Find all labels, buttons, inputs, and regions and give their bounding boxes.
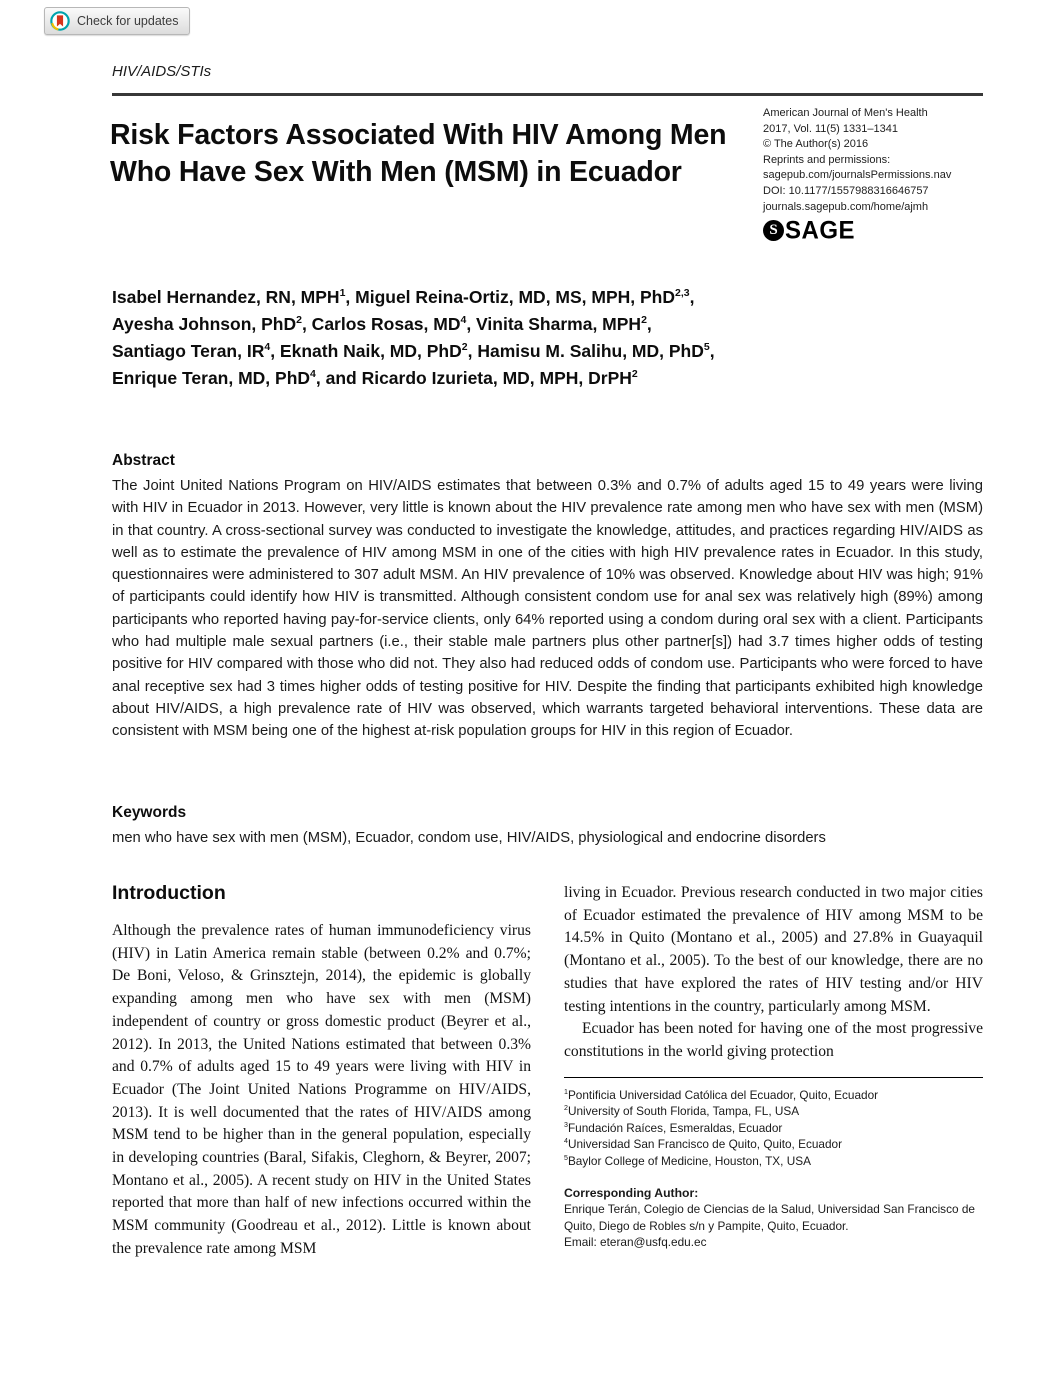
corresponding-author-email: Email: eteran@usfq.edu.ec: [564, 1235, 707, 1250]
crossmark-icon: [50, 11, 70, 31]
sage-logo: [763, 216, 988, 245]
journal-doi: DOI: 10.1177/1557988316646757: [763, 184, 929, 197]
abstract-heading: Abstract: [112, 452, 175, 469]
journal-copyright: © The Author(s) 2016: [763, 138, 869, 151]
corresponding-author-block: [564, 1185, 983, 1251]
affiliation-line: $^2$University of South Florida, Tampa, FL, USA: [564, 1104, 800, 1119]
keywords-text: men who have sex with men (MSM), Ecuador, condom use, HIV/AIDS, physiological and endocrine disorders: [112, 830, 826, 846]
running-head: HIV/AIDS/STIs: [112, 63, 212, 80]
authors-block: [112, 284, 902, 392]
introduction-col2-para1: living in Ecuador. Previous research conducted in two major cities of Ecuador estimated the prevalence of HIV among MSM to be 14.5% in Quito (Montano et al., 2005) and 27.8% in Guayaquil (Montano et al., 2005). To the best of our knowledge, there are no studies that have explored the rates of HIV testing and/or HIV testing intentions in the country, particularly among MSM.: [564, 884, 983, 1015]
author-line: Isabel Hernandez, RN, MPH$^1$, Miguel Reina-Ortiz, MD, MS, MPH, PhD$^{2,3}$,: [112, 287, 695, 307]
keywords-section: [112, 804, 983, 849]
affiliation-line: $^3$Fundación Raíces, Esmeraldas, Ecuador: [564, 1120, 783, 1135]
corresponding-author-text: Enrique Terán, Colegio de Ciencias de la Salud, Universidad San Francisco de Quito, Diego de Robles s/n y Pampite, Quito, Ecuador.: [564, 1202, 975, 1233]
author-line: Santiago Teran, $IR^4$, Eknath Naik, MD, PhD$^2$, Hamisu M. Salihu, MD, PhD$^5$,: [112, 341, 715, 361]
two-column-section: [112, 882, 983, 1261]
journal-name: American Journal of Men's Health: [763, 107, 928, 119]
keywords-heading: Keywords: [112, 804, 187, 821]
journal-homepage-url: journals.sagepub.com/home/ajmh: [763, 200, 929, 213]
author-line: Ayesha Johnson, PhD$^2$, Carlos Rosas, $MD^4$, Vinita Sharma, MPH$^2$,: [112, 314, 652, 334]
affiliations-list: [564, 1087, 983, 1170]
abstract-section: [112, 452, 983, 743]
footnote-block: [564, 1077, 983, 1251]
affiliation-line: $^5$Baylor College of Medicine, Houston, TX, USA: [564, 1154, 811, 1168]
page-title: Risk Factors Associated With HIV Among Men Who Have Sex With Men (MSM) in Ecuador: [110, 119, 727, 188]
journal-volume: 2017, Vol. 11(5) 1331–1341: [763, 122, 898, 135]
introduction-col1-text: Although the prevalence rates of human immunodeficiency virus (HIV) in Latin America remain stable (between 0.2% and 0.7%; De Boni, Veloso, & Grinsztejn, 2014), the epidemic is globally expanding among men who have sex with men (MSM) independent of country or gross domestic product (Beyrer et al., 2012). In 2013, the United Nations estimated that between 0.3% and 0.7% of adults aged 15 to 49 years were living with HIV in Ecuador (The Joint United Nations Programme on HIV/AIDS, 2013). It is well documented that the rates of HIV/AIDS among MSM tend to be higher than in the general population, especially in developing countries (Baral, Sifakis, Cleghorn, & Beyrer, 2007; Montano et al., 2005). A recent study on HIV in the United States reported that more than half of new infections occurred within the MSM community (Goodreau et al., 2012). Little is known about the prevalence rate among MSM: [112, 922, 531, 1257]
sage-wordmark: SAGE: [785, 216, 856, 245]
introduction-heading: Introduction: [112, 882, 226, 904]
sage-s-icon: S: [763, 220, 784, 241]
abstract-text: The Joint United Nations Program on HIV/AIDS estimates that between 0.3% and 0.7% of adults aged 15 to 49 years were living with HIV in Ecuador in 2013. However, very little is known about the HIV prevalence rate among men who have sex with men (MSM) in that country. A cross-sectional survey was conducted to investigate the knowledge, attitudes, and practices regarding HIV/AIDS as well as to estimate the prevalence of HIV among MSM in one of the cities with high HIV prevalence rates in Ecuador. In this study, questionnaires were administered to 307 adult MSM. An HIV prevalence of 10% was observed. Knowledge about HIV was high; 91% of participants could identify how HIV is transmitted. Although consistent condom use for anal sex was relatively high (89%) among participants who reported having pay-for-service clients, only 64% reported using a condom during oral sex with a client. Participants who had multiple male sexual partners (i.e., their stable male partners plus other partner[s]) had 3.7 times higher odds of testing positive for HIV compared with those who did not. They also had reduced odds of condom use. Participants who were forced to have anal receptive sex had 3 times higher odds of testing positive for HIV. Despite the finding that participants exhibited high knowledge about HIV/AIDS, a high prevalence rate of HIV was observed, which warrants targeted behavioral interventions. These data are consistent with MSM being one of the highest at-risk population groups for HIV in this region of Ecuador.: [112, 478, 983, 740]
header-rule: [112, 93, 983, 96]
introduction-col2-para2: Ecuador has been noted for having one of the most progressive constitutions in the world giving protection: [564, 1020, 983, 1060]
corresponding-author-heading: Corresponding Author:: [564, 1185, 699, 1200]
journal-info: [763, 106, 988, 245]
affiliation-line: $^4$Universidad San Francisco de Quito, Quito, Ecuador: [564, 1137, 843, 1152]
author-line: Enrique Teran, MD, PhD$^4$, and Ricardo Izurieta, MD, MPH, DrPH$^2$: [112, 368, 638, 388]
left-column: [112, 882, 531, 1261]
right-column: [564, 882, 983, 1261]
check-for-updates-button[interactable]: [44, 7, 190, 35]
check-for-updates-label: Check for updates: [77, 14, 179, 28]
journal-reprints-label: Reprints and permissions:: [763, 153, 891, 166]
affiliation-line: $^1$Pontificia Universidad Católica del Ecuador, Quito, Ecuador: [564, 1087, 879, 1102]
journal-permissions-url: sagepub.com/journalsPermissions.nav: [763, 169, 952, 182]
